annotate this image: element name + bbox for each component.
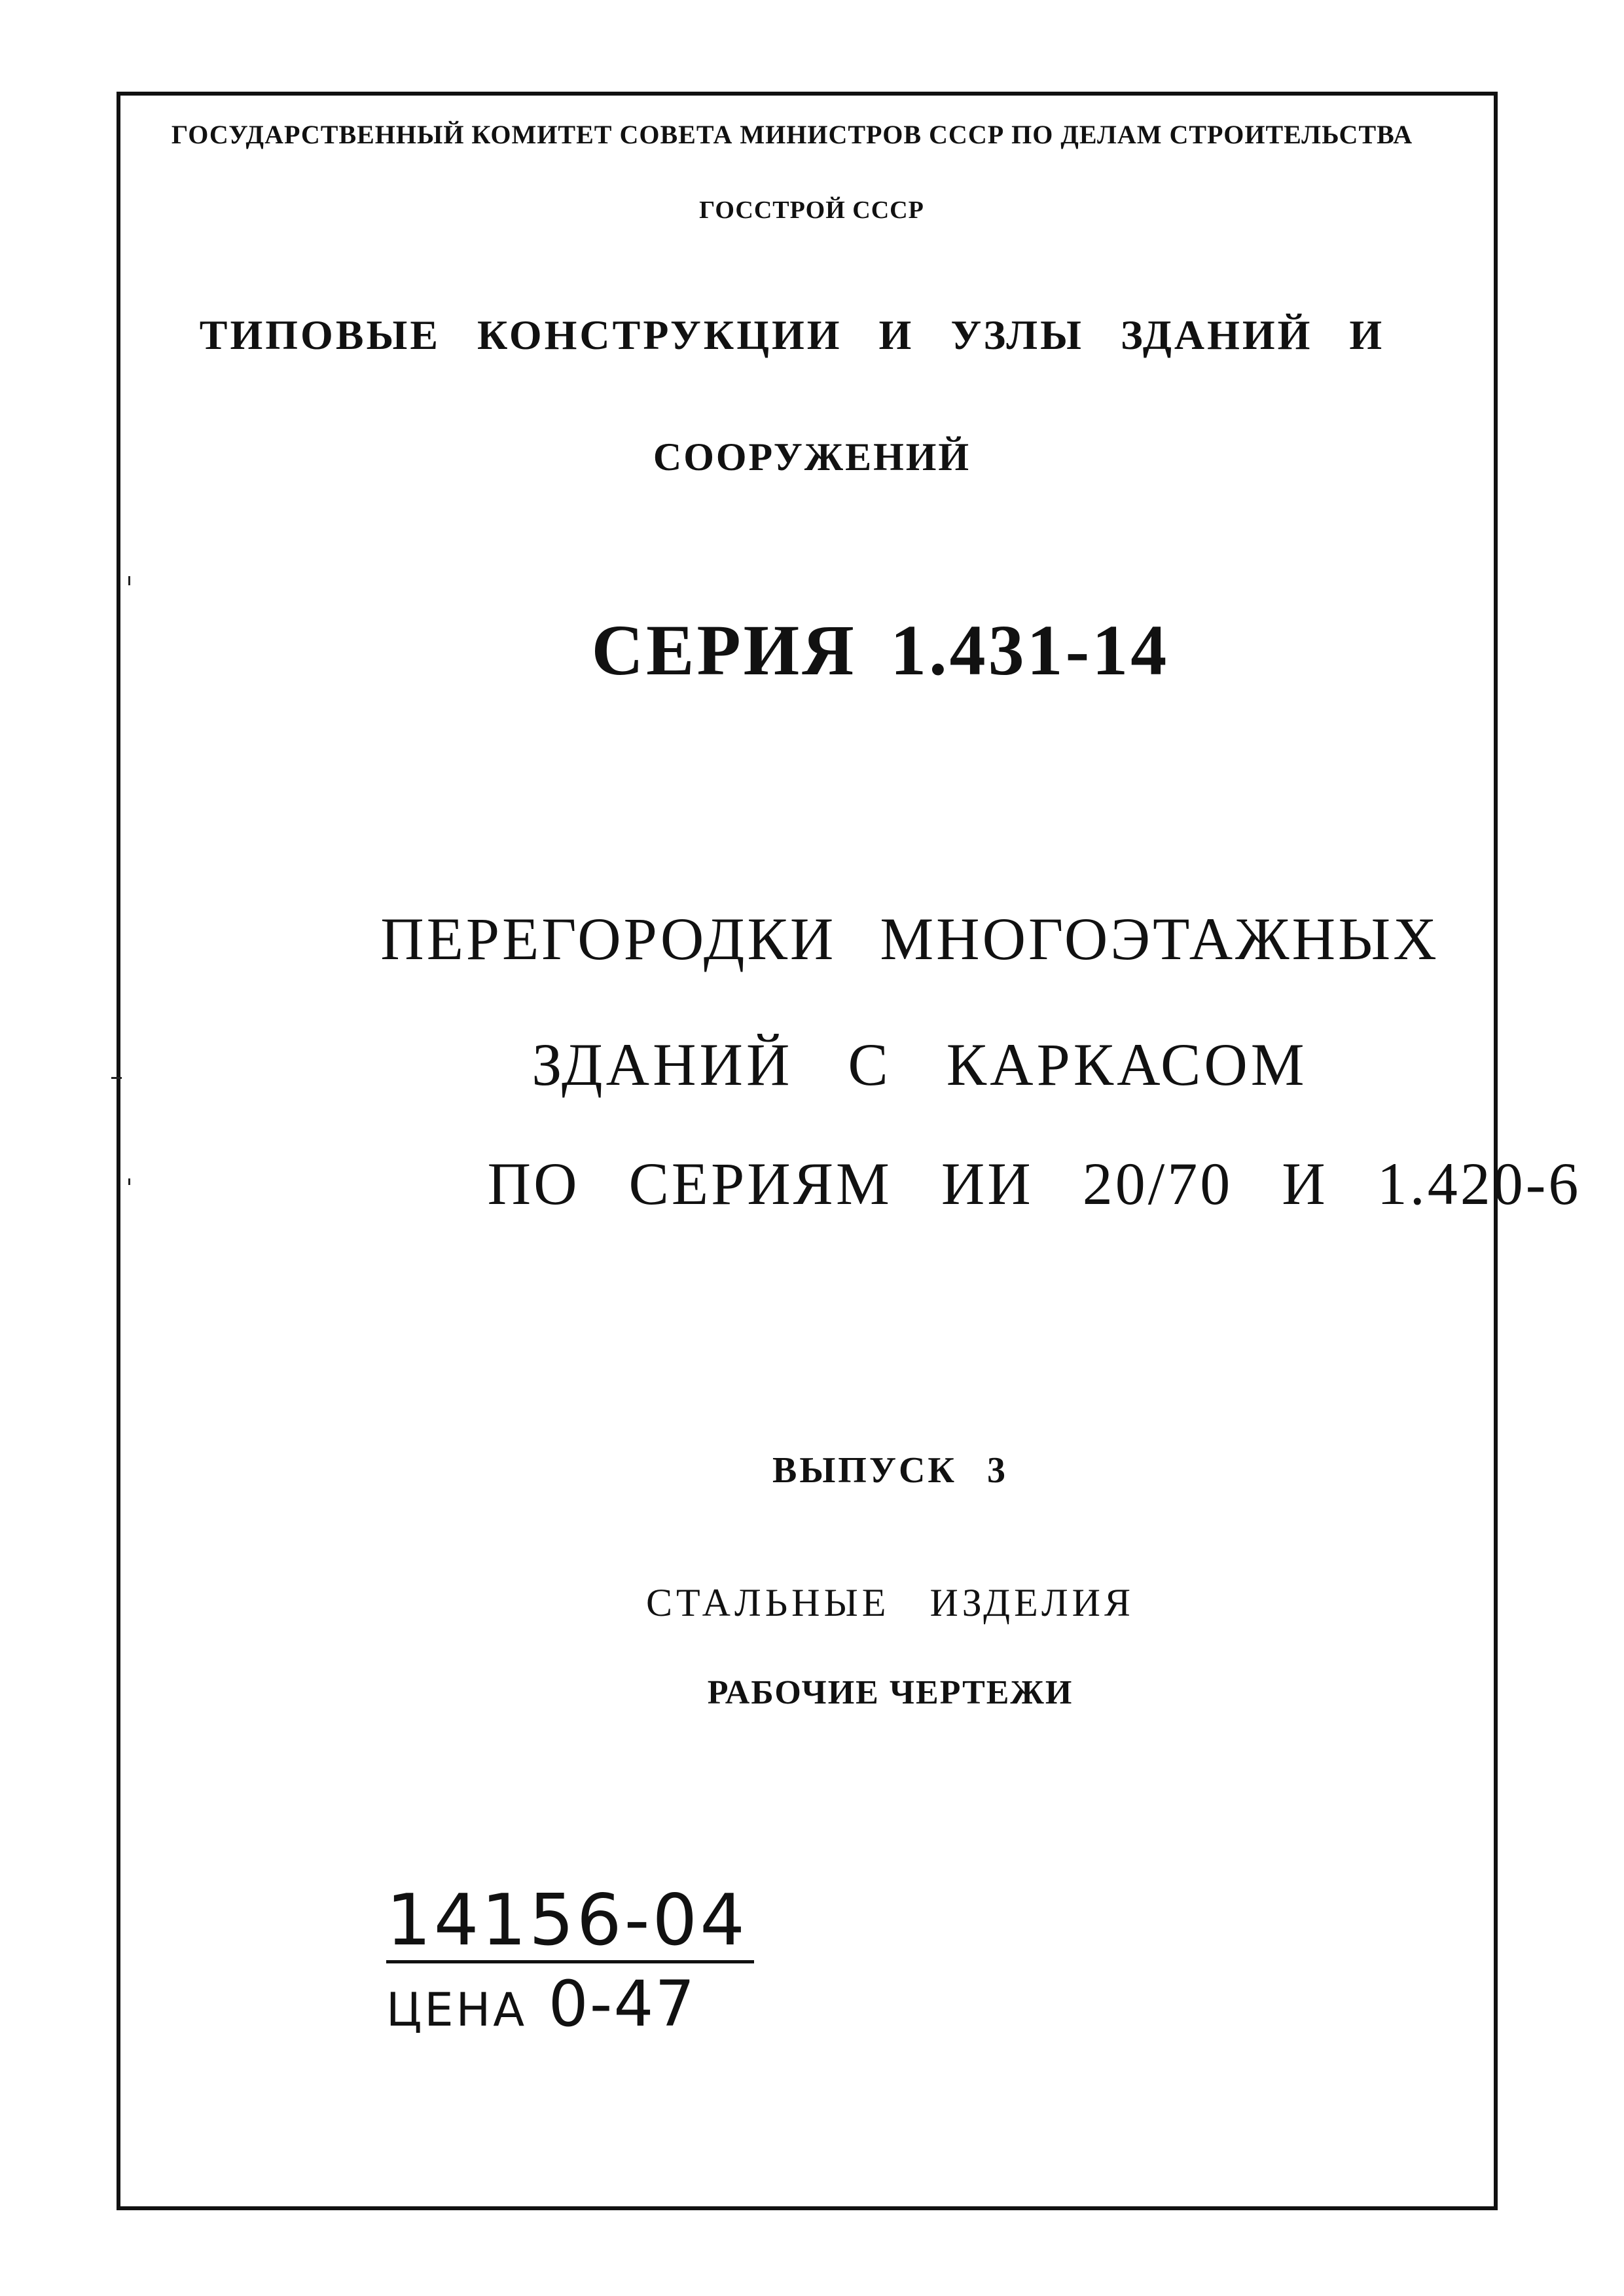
price-label: ЦЕНА [386, 1983, 528, 2037]
margin-tick-mark [128, 576, 130, 585]
ministry-heading: ГОСУДАРСТВЕННЫЙ КОМИТЕТ СОВЕТА МИНИСТРОВ СССР ПО ДЕЛАМ СТРОИТЕЛЬСТВА [171, 120, 1413, 149]
stamp-code: 14156-04 [386, 1886, 754, 1963]
document-kind: РАБОЧИЕ ЧЕРТЕЖИ [707, 1674, 1074, 1711]
price-stamp [386, 1880, 754, 2041]
series-number: СЕРИЯ 1.431-14 [591, 610, 1170, 690]
collection-title-line-2: СООРУЖЕНИЙ [653, 435, 971, 479]
stamp-price-line [386, 1967, 754, 2041]
collection-title-line-1: ТИПОВЫЕ КОНСТРУКЦИИ И УЗЛЫ ЗДАНИЙ И [199, 312, 1385, 358]
document-title-line-1: ПЕРЕГОРОДКИ МНОГОЭТАЖНЫХ [380, 905, 1439, 972]
agency-heading: ГОССТРОЙ СССР [699, 196, 924, 224]
issue-subject: СТАЛЬНЫЕ ИЗДЕЛИЯ [645, 1581, 1135, 1624]
price-value: 0-47 [548, 1967, 696, 2041]
document-title-line-3: ПО СЕРИЯМ ИИ 20/70 И 1.420-6 [487, 1150, 1581, 1217]
document-title-line-2: ЗДАНИЙ С КАРКАСОМ [532, 1031, 1308, 1098]
issue-number: ВЫПУСК 3 [772, 1450, 1009, 1491]
